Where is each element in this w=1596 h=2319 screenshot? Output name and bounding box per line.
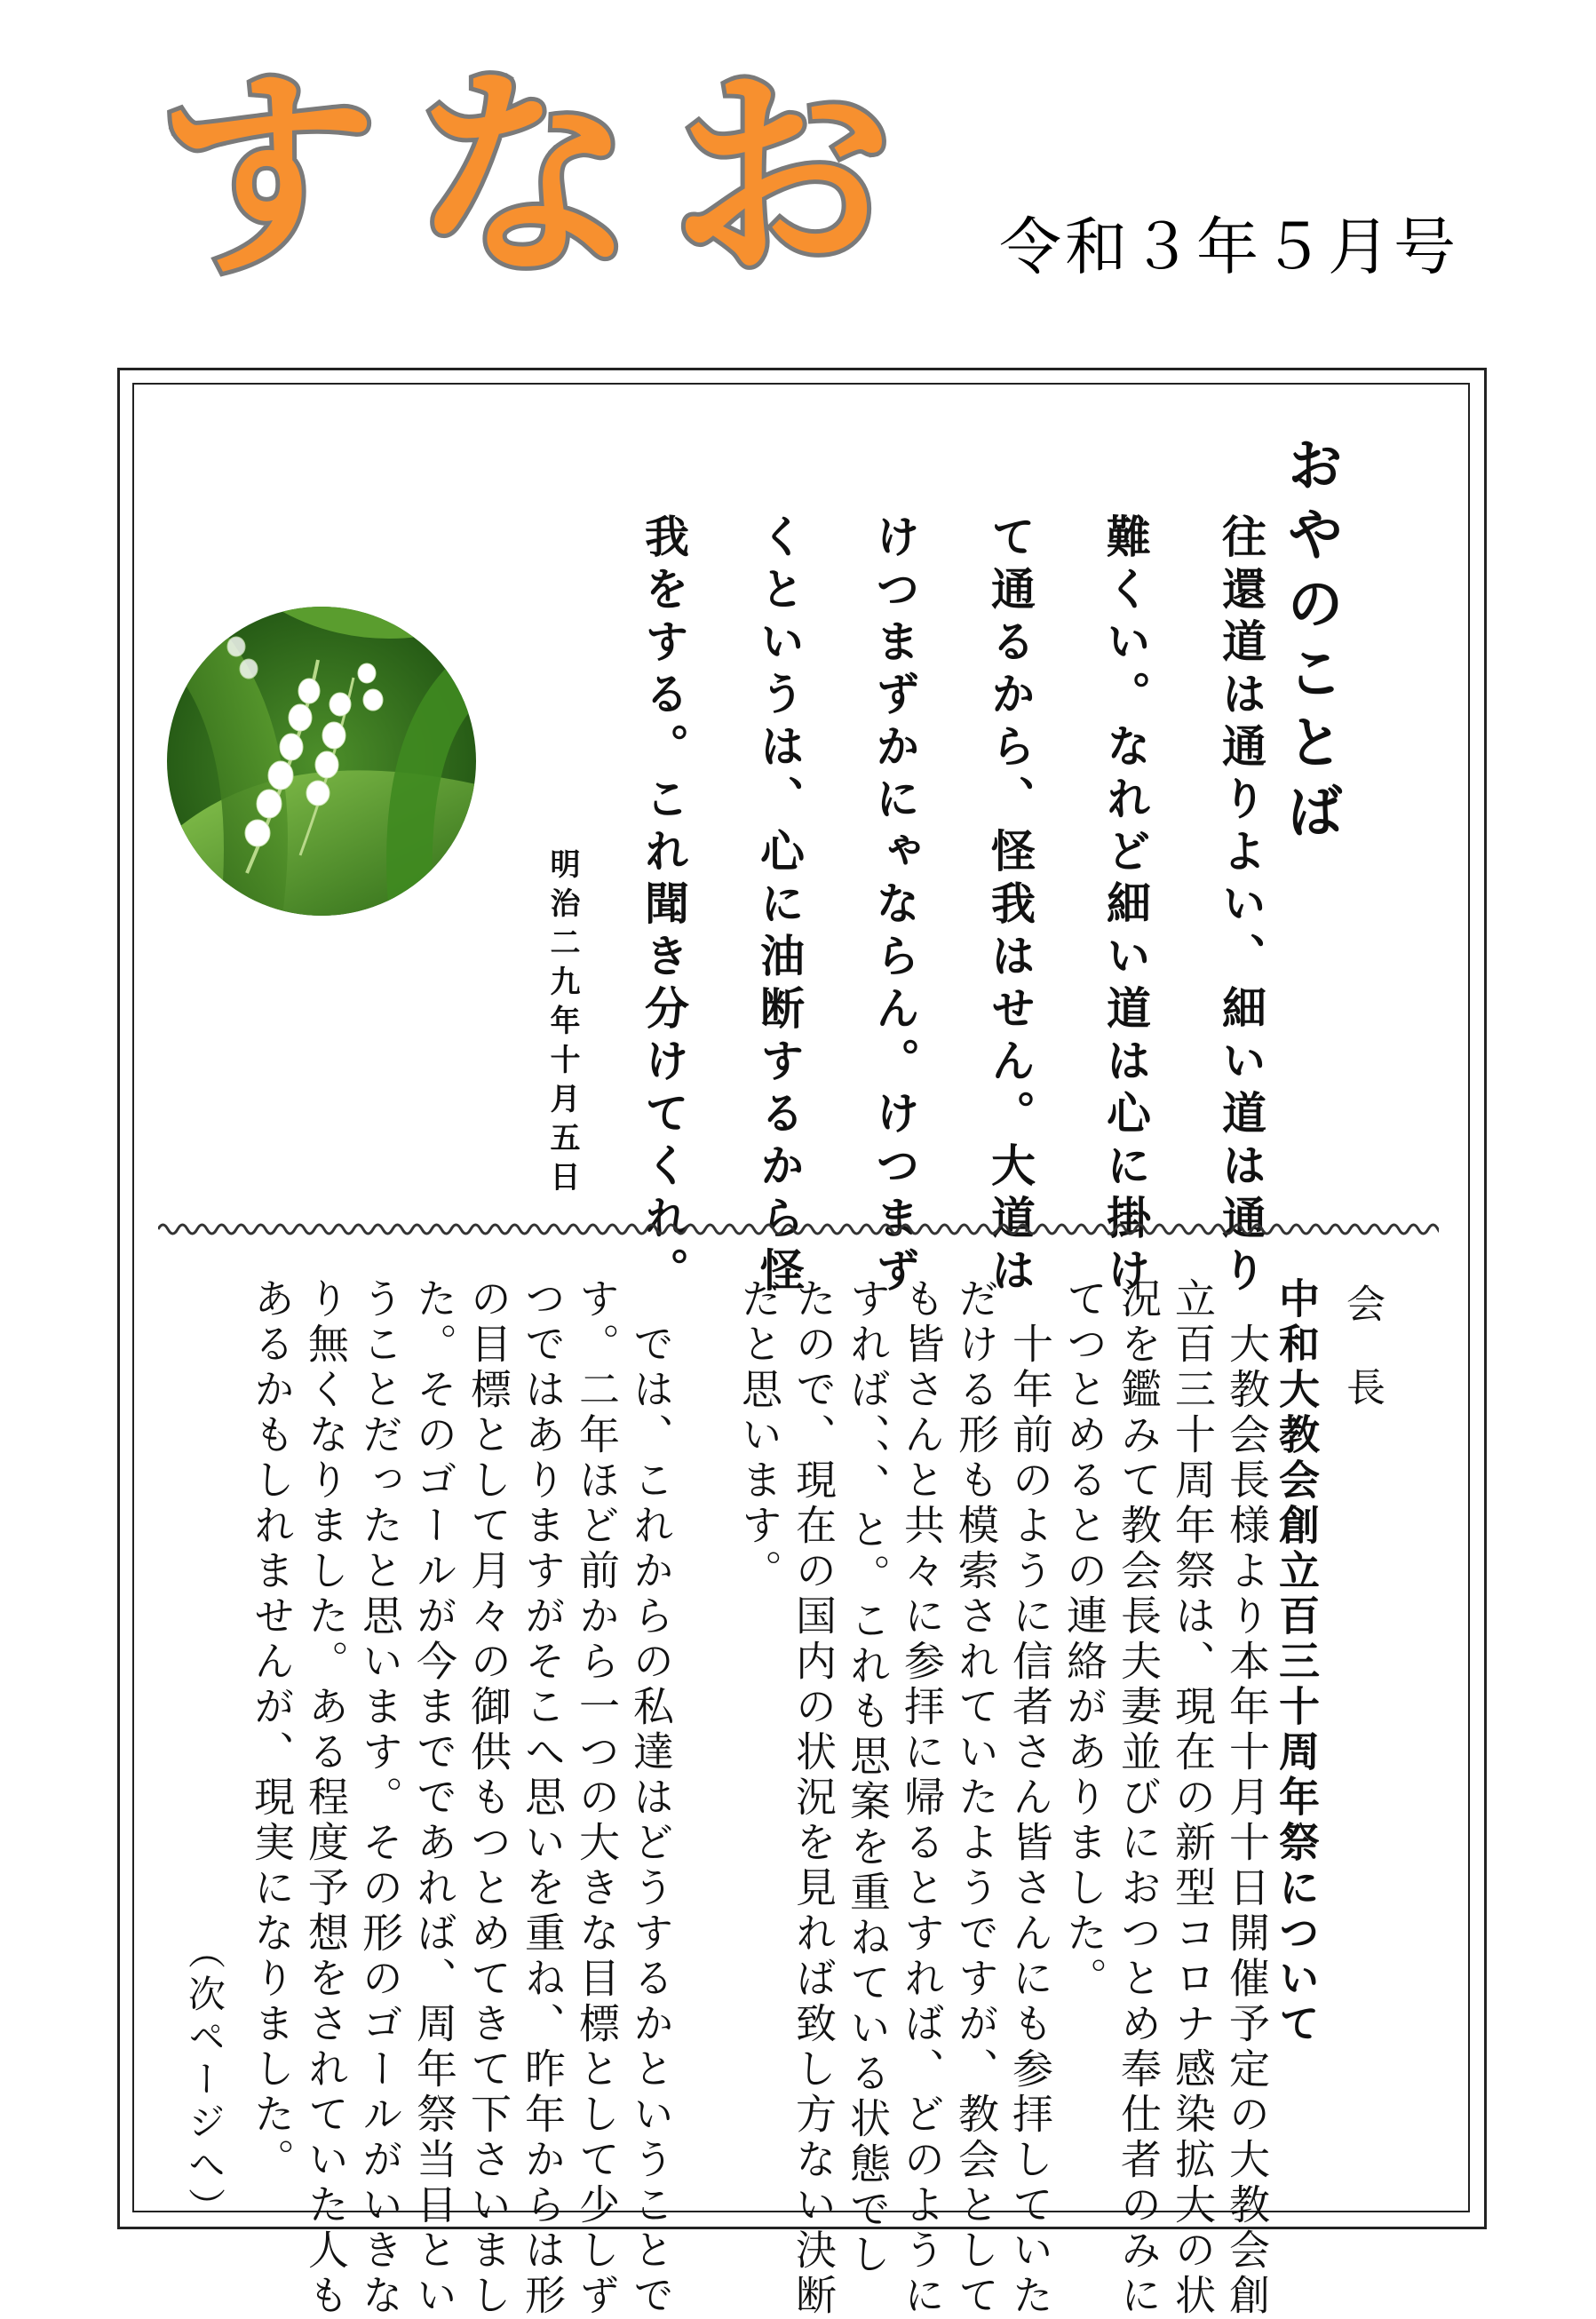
article-line: り無くなりました。ある程度予想をされていた人も [302, 1277, 350, 2319]
article-line: うことだったと思います。その形のゴールがいきな [356, 1277, 404, 2319]
oyano-line: 我をする。これ聞き分けてくれ。 [638, 513, 690, 1299]
lily-of-the-valley-photo [167, 607, 476, 916]
oyano-date: 明治二九年十月五日 [544, 848, 580, 1200]
article-line: 況を鑑みて教会長夫妻並びにおつとめ奉仕者のみに [1115, 1277, 1163, 2319]
oyano-line: 難くい。なれど細い道は心に掛け [1100, 513, 1152, 1299]
article-line: たので、現在の国内の状況を見れば致し方ない決断 [790, 1277, 838, 2319]
article-line: た。そのゴールが今までであれば、周年祭当日とい [410, 1277, 458, 2319]
oyano-line: けつまずかにゃならん。けつまず [869, 513, 921, 1299]
article-line: 立百三十周年祭は、現在の新型コロナ感染拡大の状 [1169, 1277, 1217, 2319]
article-line: では、これからの私達はどうするかということで [627, 1277, 675, 2319]
article-line: すれば、、、と。これも思案を重ねている状態でし [844, 1277, 892, 2278]
article-line: 十年前のように信者さん皆さんにも参拝していた [1006, 1277, 1054, 2319]
oyano-heading: おやのことば [1277, 435, 1344, 851]
article-line: も皆さんと共々に参拝に帰るとすれば、どのように [898, 1277, 946, 2319]
issue-label: 令和３年５月号 [999, 210, 1459, 283]
article-line: あるかもしれませんが、現実になりました。 [248, 1277, 296, 2183]
article-line: の目標として月々の御供もつとめてきて下さいまし [465, 1277, 512, 2319]
oyano-line: 往還道は通りよい、細い道は通り [1215, 513, 1267, 1299]
article-author: 会長 [1339, 1283, 1385, 1450]
article-heading: 中和大教会創立百三十周年祭について [1273, 1277, 1321, 2047]
next-page-note: （次ページへ） [183, 1932, 226, 2230]
wavy-divider-line [158, 1219, 1439, 1240]
article-line: てつとめるとの連絡がありました。 [1060, 1277, 1108, 2002]
article-line: す。二年ほど前から一つの大きな目標として少しず [573, 1277, 621, 2319]
article-line: つではありますがそこへ思いを重ね、昨年からは形 [519, 1277, 567, 2319]
lily-photo-image [167, 607, 476, 916]
article-line: だける形も模索されていたようですが、教会として [952, 1277, 1000, 2319]
article-line: だと思います。 [735, 1277, 783, 1594]
masthead-logo [155, 49, 955, 298]
title-text: すなお [155, 49, 928, 298]
wavy-divider [158, 1219, 1439, 1240]
oyano-line: て通るから、怪我はせん。大道は [984, 513, 1036, 1299]
oyano-line: くというは、心に油断するから怪 [753, 513, 806, 1299]
masthead-title [155, 49, 955, 298]
article-line: 大教会長様より本年十月十日開催予定の大教会創 [1223, 1277, 1271, 2319]
